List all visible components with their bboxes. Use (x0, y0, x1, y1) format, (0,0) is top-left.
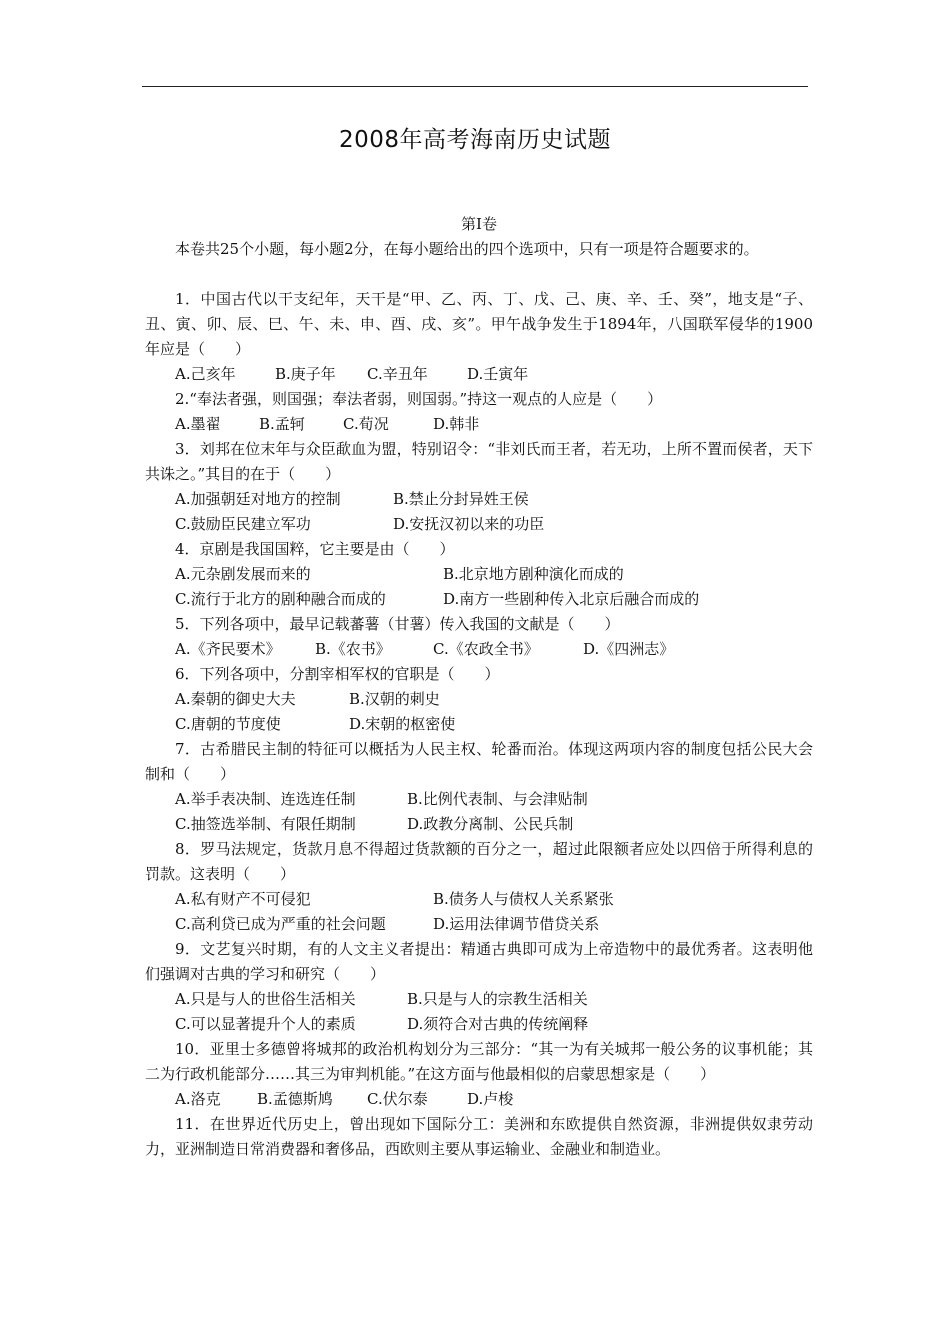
option: C.唐朝的节度使 (175, 715, 281, 733)
option: C.《农政全书》 (433, 640, 539, 658)
options-row (145, 812, 813, 837)
option: A.私有财产不可侵犯 (175, 890, 311, 908)
option: A.元杂剧发展而来的 (175, 565, 311, 583)
option: A.洛克 (175, 1090, 221, 1108)
question-stem: 8．罗马法规定，货款月息不得超过货款额的百分之一，超过此限额者应处以四倍于所得利息的罚款。这表明（ ） (145, 840, 813, 883)
option: B.孟轲 (259, 415, 305, 433)
option: D.韩非 (433, 415, 480, 433)
option: C.抽签选举制、有限任期制 (175, 815, 356, 833)
option: C.可以显著提升个人的素质 (175, 1015, 356, 1033)
option: B.只是与人的宗教生活相关 (407, 990, 588, 1008)
spacer (145, 262, 813, 287)
option: C.伏尔泰 (367, 1090, 428, 1108)
options-row (145, 1087, 813, 1112)
option: B.北京地方剧种演化而成的 (443, 565, 624, 583)
options-row (145, 1012, 813, 1037)
option: D.《四洲志》 (583, 640, 675, 658)
options-row (145, 712, 813, 737)
option: D.宋朝的枢密使 (349, 715, 456, 733)
option: D.运用法律调节借贷关系 (433, 915, 600, 933)
exam-content (145, 212, 813, 1162)
option: A.己亥年 (175, 365, 236, 383)
option: D.卢梭 (467, 1090, 514, 1108)
section-heading: 第Ⅰ卷 (461, 215, 497, 233)
option: A.只是与人的世俗生活相关 (175, 990, 356, 1008)
option: B.债务人与债权人关系紧张 (433, 890, 614, 908)
question-stem: 1．中国古代以干支纪年，天干是“甲、乙、丙、丁、戊、己、庚、辛、壬、癸”，地支是“子、丑、寅、卯、辰、巳、午、未、申、酉、戌、亥”。甲午战争发生于1894年，八国联军侵华的1900年应是（ ） (145, 290, 813, 358)
section-instructions: 本卷共25个小题，每小题2分，在每小题给出的四个选项中，只有一项是符合题要求的。 (175, 240, 759, 258)
question-stem: 10．亚里士多德曾将城邦的政治机构划分为三部分：“其一为有关城邦一般公务的议事机能；其二为行政机能部分……其三为审判机能。”在这方面与他最相似的启蒙思想家是（ ） (145, 1040, 813, 1083)
option: D.南方一些剧种传入北京后融合而成的 (443, 590, 700, 608)
option: D.壬寅年 (467, 365, 529, 383)
option: B.《农书》 (315, 640, 391, 658)
option: C.高利贷已成为严重的社会问题 (175, 915, 386, 933)
options-row (145, 412, 813, 437)
option: B.汉朝的刺史 (349, 690, 440, 708)
header-rule (142, 86, 808, 87)
options-row (145, 637, 813, 662)
option: C.流行于北方的剧种融合而成的 (175, 590, 386, 608)
options-row (145, 787, 813, 812)
option: A.墨翟 (175, 415, 221, 433)
option: D.须符合对古典的传统阐释 (407, 1015, 589, 1033)
options-row (145, 887, 813, 912)
options-row (145, 487, 813, 512)
option: A.加强朝廷对地方的控制 (175, 490, 341, 508)
option: B.比例代表制、与会津贴制 (407, 790, 588, 808)
option: D.政教分离制、公民兵制 (407, 815, 574, 833)
options-row (145, 687, 813, 712)
options-row (145, 987, 813, 1012)
options-row (145, 562, 813, 587)
options-row (145, 587, 813, 612)
option: A.举手表决制、连选连任制 (175, 790, 356, 808)
options-row (145, 512, 813, 537)
option: B.禁止分封异姓王侯 (393, 490, 529, 508)
option: C.荀况 (343, 415, 389, 433)
option: A.《齐民要术》 (175, 640, 281, 658)
question-stem: 7．古希腊民主制的特征可以概括为人民主权、轮番而治。体现这两项内容的制度包括公民大会制和（ ） (145, 740, 813, 783)
option: B.孟德斯鸠 (257, 1090, 333, 1108)
question-stem: 5．下列各项中，最早记载蕃薯（甘薯）传入我国的文献是（ ） (175, 615, 620, 633)
options-row (145, 912, 813, 937)
question-stem: 11．在世界近代历史上，曾出现如下国际分工：美洲和东欧提供自然资源，非洲提供奴隶劳动力，亚洲制造日常消费器和奢侈品，西欧则主要从事运输业、金融业和制造业。 (145, 1115, 813, 1158)
option: B.庚子年 (275, 365, 336, 383)
question-stem: 2.“奉法者强，则国强；奉法者弱，则国弱。”持这一观点的人应是（ ） (175, 390, 663, 408)
option: C.鼓励臣民建立军功 (175, 515, 311, 533)
options-row (145, 362, 813, 387)
question-stem: 3．刘邦在位末年与众臣歃血为盟，特别诏令：“非刘氏而王者，若无功，上所不置而侯者，天下共诛之。”其目的在于（ ） (145, 440, 813, 483)
question-stem: 9．文艺复兴时期，有的人文主义者提出：精通古典即可成为上帝造物中的最优秀者。这表明他们强调对古典的学习和研究（ ） (145, 940, 813, 983)
question-stem: 6．下列各项中，分割宰相军权的官职是（ ） (175, 665, 500, 683)
option: A.秦朝的御史大夫 (175, 690, 296, 708)
option: D.安抚汉初以来的功臣 (393, 515, 545, 533)
page-title: 2008年高考海南历史试题 (338, 127, 612, 153)
question-stem: 4．京剧是我国国粹，它主要是由（ ） (175, 540, 455, 558)
option: C.辛丑年 (367, 365, 428, 383)
